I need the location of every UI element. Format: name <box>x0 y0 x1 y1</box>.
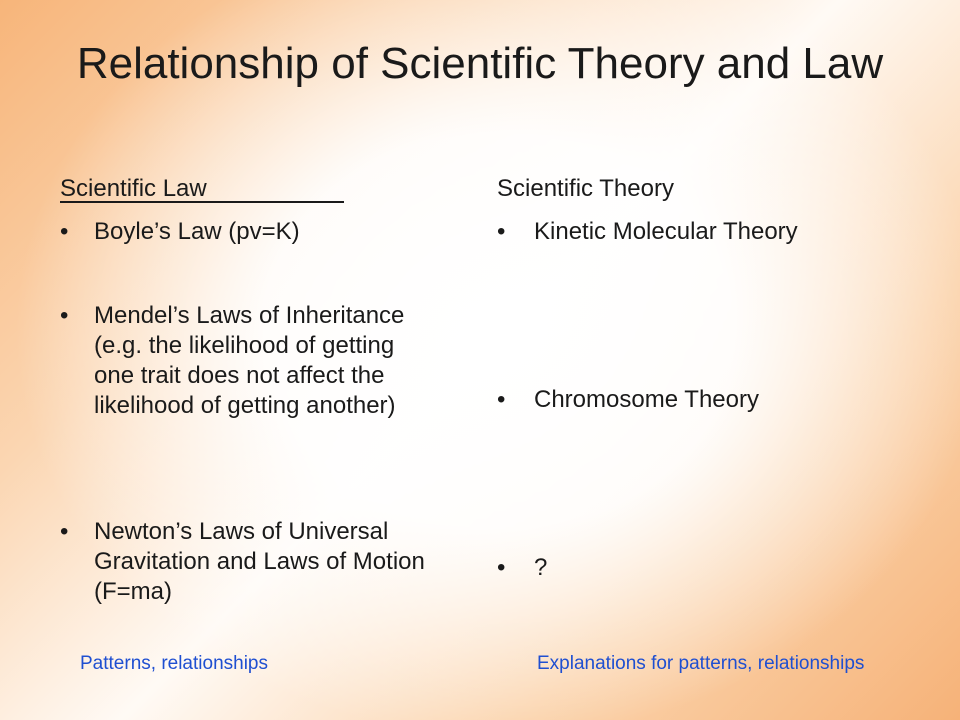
bullet-icon: • <box>60 218 69 245</box>
theory-item-text: Kinetic Molecular Theory <box>534 218 798 245</box>
law-item-text: Mendel’s Laws of Inheritance (e.g. the likelihood of getting one trait does not affect the likelihood of getting another) <box>94 302 405 419</box>
theory-list-item <box>497 217 917 247</box>
bullet-icon: • <box>60 302 69 329</box>
bullet-icon: • <box>497 386 506 413</box>
law-item-text: Boyle’s Law (pv=K) <box>94 218 300 245</box>
theory-item-text: ? <box>534 554 548 581</box>
law-caption: Patterns, relationships <box>80 653 268 674</box>
theory-list-item <box>497 385 917 415</box>
bullet-icon: • <box>60 518 69 545</box>
law-list-item <box>60 517 460 607</box>
bullet-icon: • <box>497 554 506 581</box>
theory-item-text: Chromosome Theory <box>534 386 759 413</box>
slide-title: Relationship of Scientific Theory and Law <box>76 39 884 88</box>
law-heading: Scientific Law <box>60 174 344 203</box>
theory-caption: Explanations for patterns, relationships <box>537 653 865 674</box>
law-list-item <box>60 301 440 421</box>
law-list-item <box>60 217 440 247</box>
bullet-icon: • <box>497 218 506 245</box>
theory-list-item <box>497 553 917 583</box>
law-item-text: Newton’s Laws of Universal Gravitation and Laws of Motion (F=ma) <box>94 518 425 605</box>
theory-heading: Scientific Theory <box>497 175 674 202</box>
